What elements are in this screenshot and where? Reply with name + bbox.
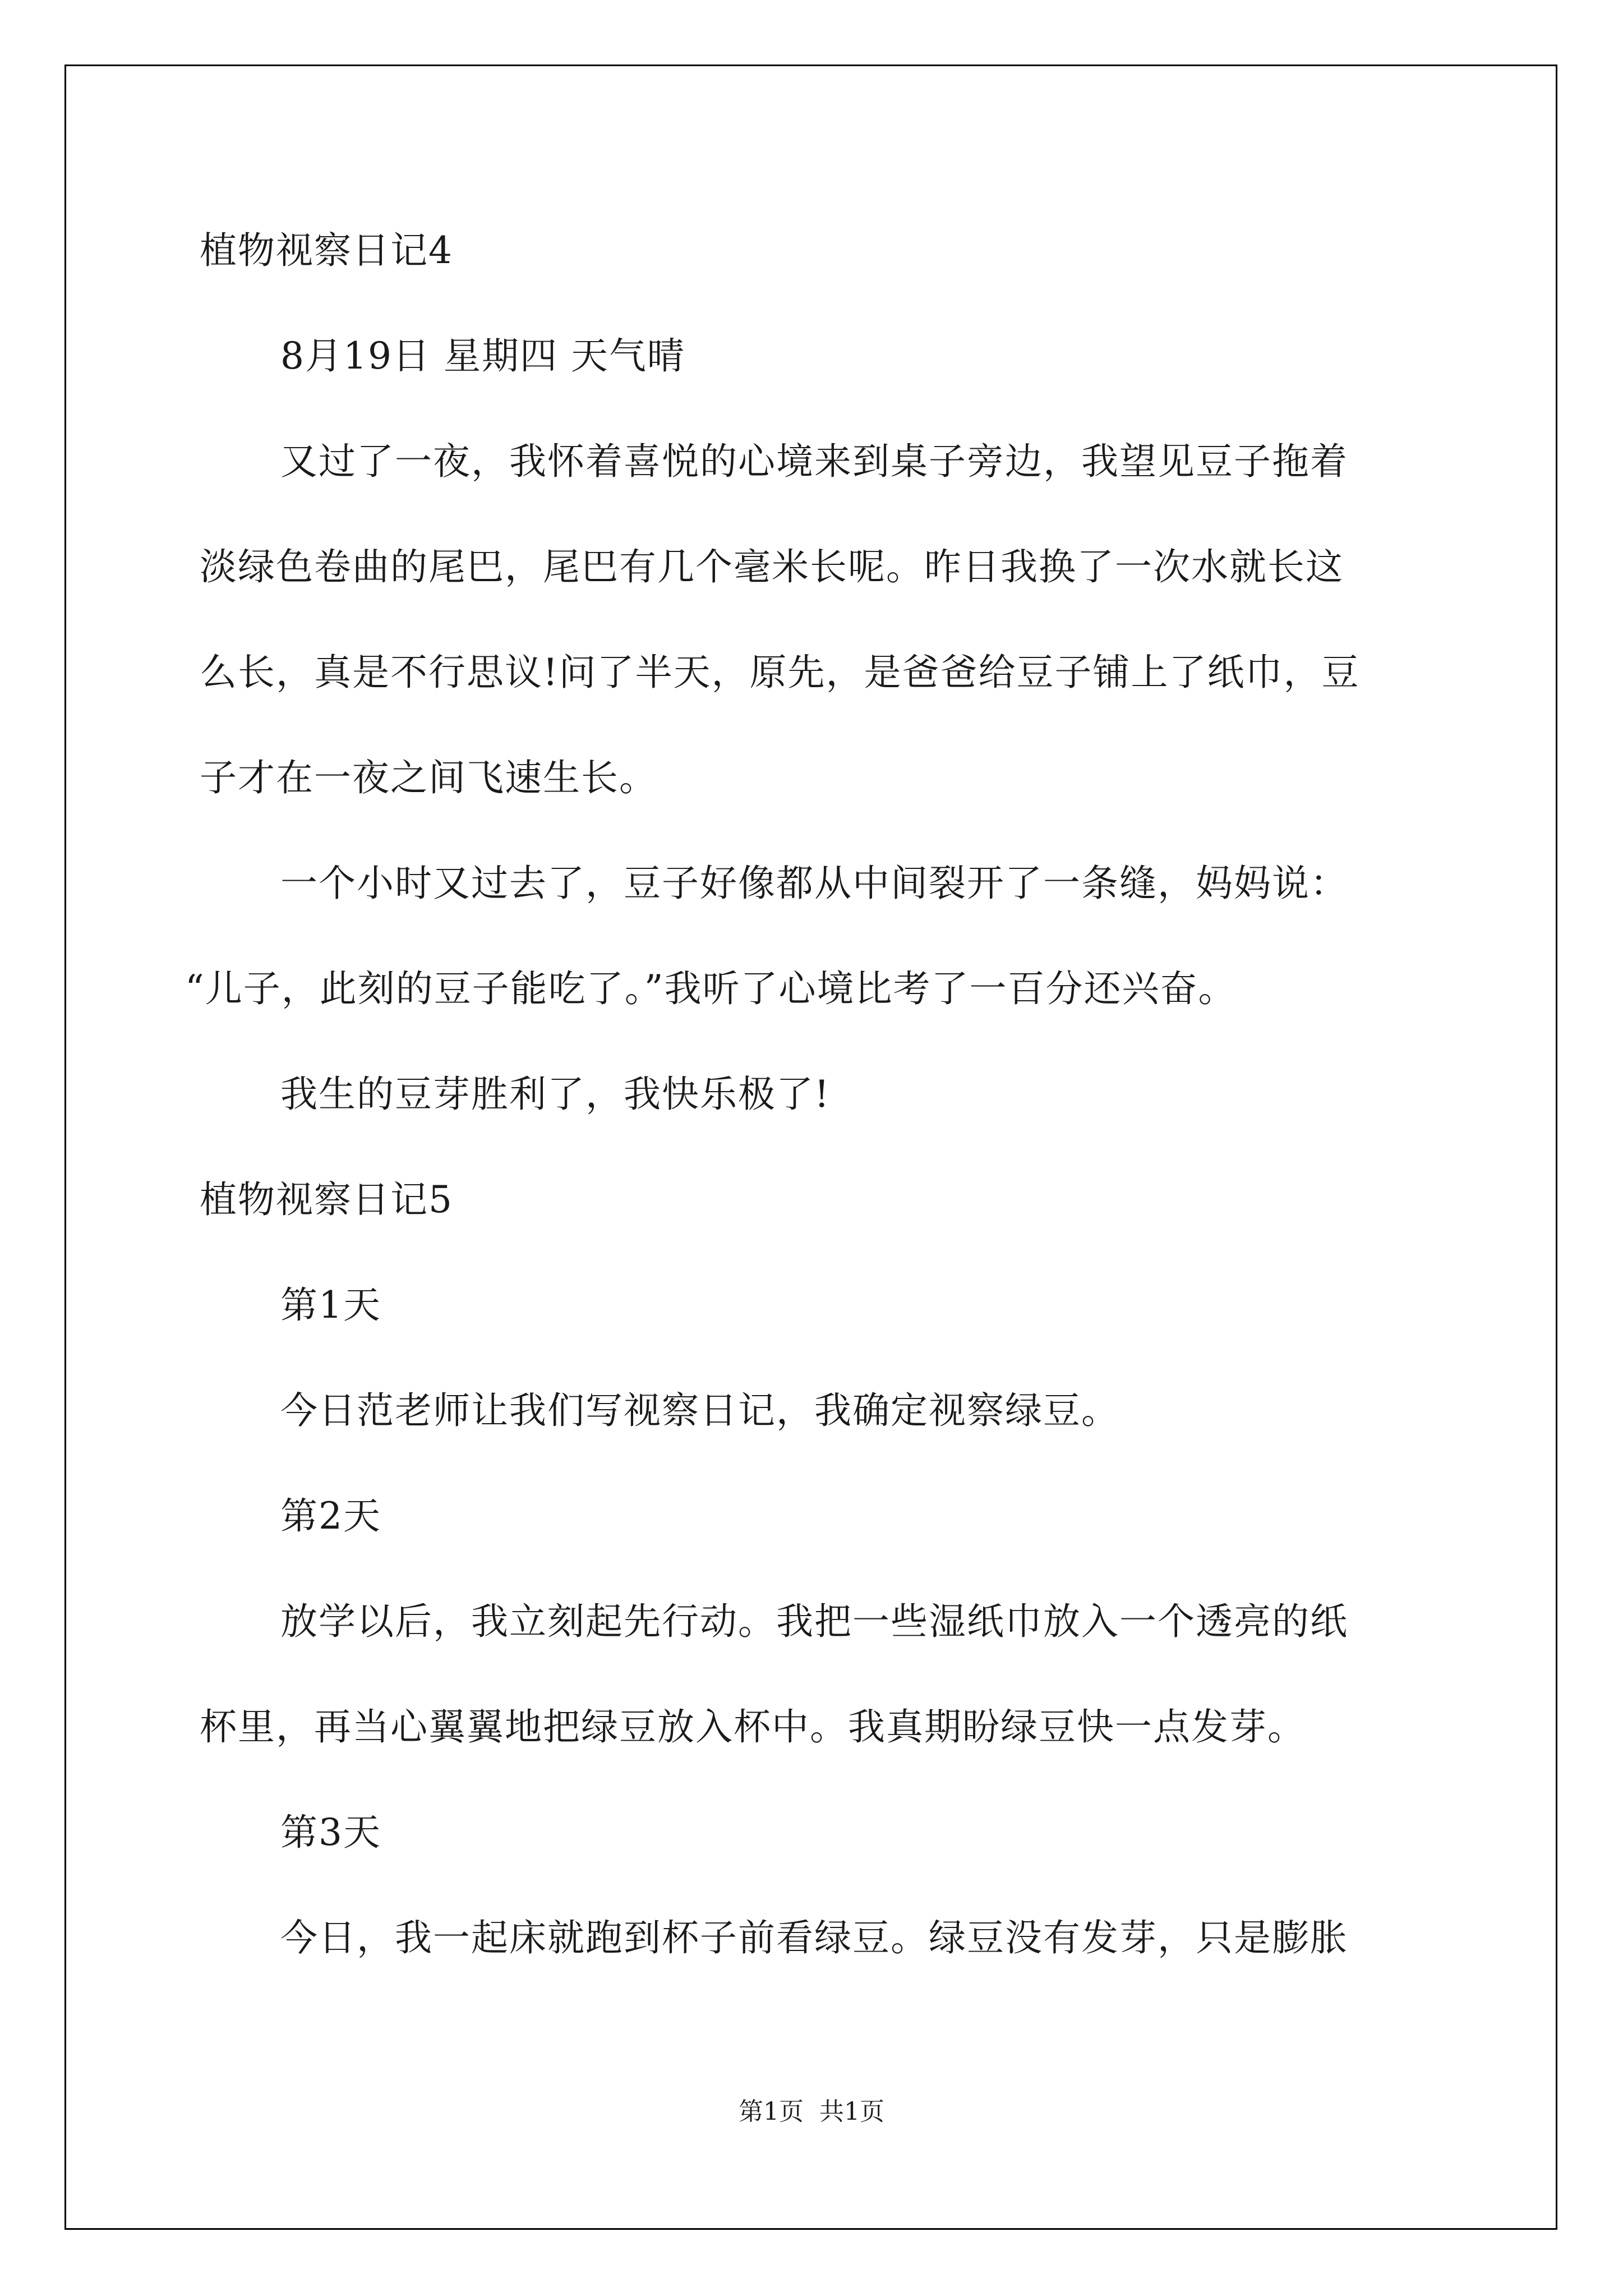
paragraph-line: 今日范老师让我们写视察日记，我确定视察绿豆。: [280, 1389, 1119, 1432]
paragraph-line: 放学以后，我立刻起先行动。我把一些湿纸巾放入一个透亮的纸: [280, 1600, 1348, 1643]
day-label: 第2天: [280, 1494, 381, 1538]
paragraph-line: 又过了一夜，我怀着喜悦的心境来到桌子旁边，我望见豆子拖着: [280, 440, 1348, 483]
paragraph-line: 今日，我一起床就跑到杯子前看绿豆。绿豆没有发芽，只是膨胀: [280, 1916, 1348, 1959]
date-line: 8月19日 星期四 天气晴: [280, 334, 685, 378]
paragraph-line: 我生的豆芽胜利了，我快乐极了!: [280, 1073, 831, 1116]
page-total: 共1页: [819, 2097, 884, 2126]
paragraph-line: “儿子，此刻的豆子能吃了。”我听了心境比考了一百分还兴奋。: [185, 967, 1237, 1010]
paragraph-line: 子才在一夜之间飞速生长。: [200, 756, 657, 799]
diary-heading-5: 植物视察日记5: [200, 1178, 453, 1221]
page-border: [64, 65, 1557, 2230]
day-label: 第3天: [280, 1811, 381, 1854]
paragraph-line: 么长，真是不行思议!问了半天，原先，是爸爸给豆子铺上了纸巾，豆: [200, 651, 1360, 694]
page-footer: [0, 2091, 1623, 2127]
day-label: 第1天: [280, 1283, 381, 1327]
paragraph-line: 杯里，再当心翼翼地把绿豆放入杯中。我真期盼绿豆快一点发芽。: [200, 1705, 1306, 1749]
diary-heading-4: 植物视察日记4: [200, 229, 453, 272]
paragraph-line: 淡绿色卷曲的尾巴，尾巴有几个毫米长呢。昨日我换了一次水就长这: [200, 545, 1344, 588]
paragraph-line: 一个小时又过去了，豆子好像都从中间裂开了一条缝，妈妈说：: [280, 862, 1348, 905]
page-number: 第1页: [739, 2097, 804, 2126]
